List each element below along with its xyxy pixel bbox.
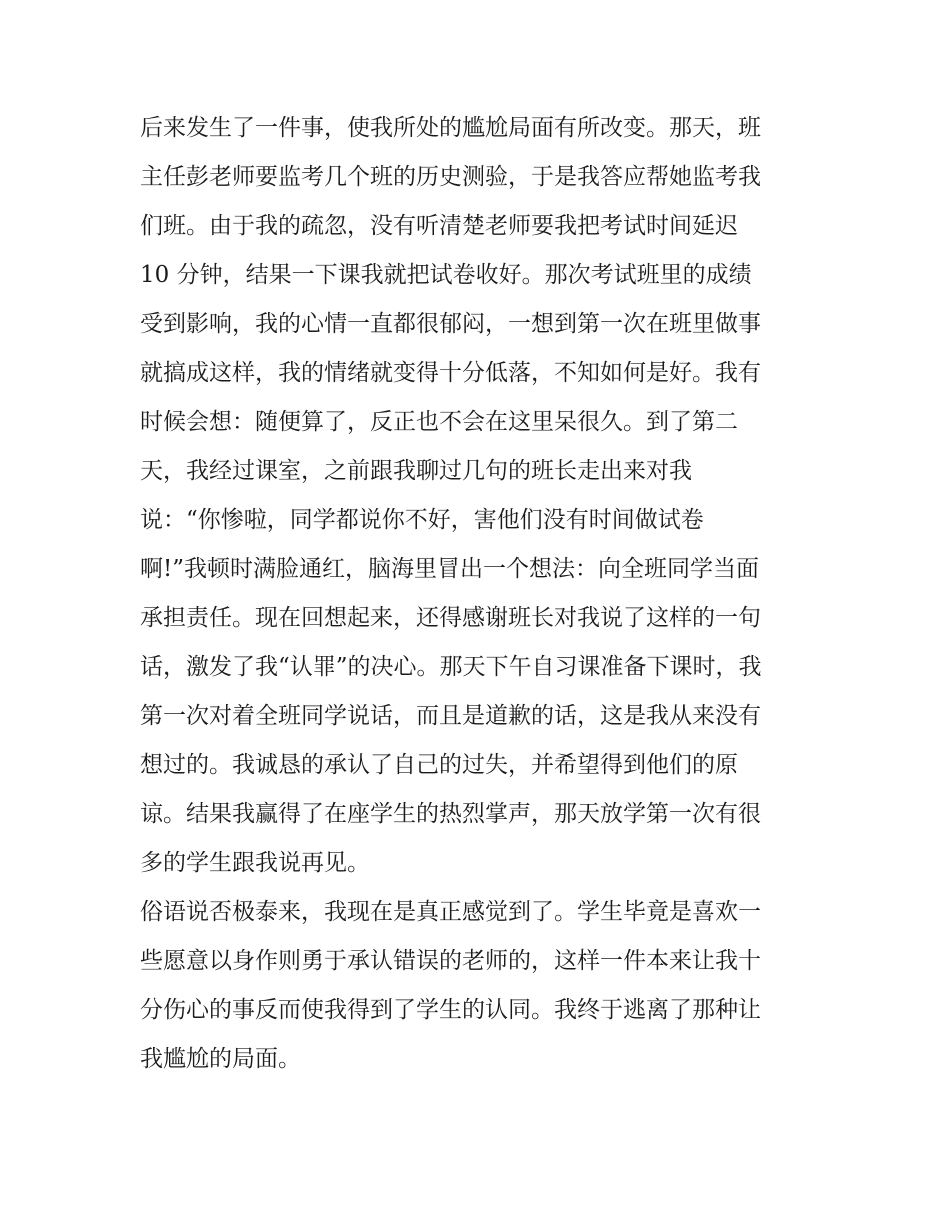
text-line: 10 分钟，结果一下课我就把试卷收好。那次考试班里的成绩 <box>140 262 752 288</box>
text-line: 主任彭老师要监考几个班的历史测验，于是我答应帮她监考我 <box>140 164 761 190</box>
text-line: 第一次对着全班同学说话，而且是道歉的话，这是我从来没有 <box>140 703 761 729</box>
text-line: 就搞成这样，我的情绪就变得十分低落，不知如何是好。我有 <box>140 360 761 386</box>
text-line: 啊!”我顿时满脸通红，脑海里冒出一个想法：向全班同学当面 <box>140 556 760 582</box>
text-line: 说：“你惨啦，同学都说你不好，害他们没有时间做试卷 <box>140 507 704 533</box>
text-line: 受到影响，我的心情一直都很郁闷，一想到第一次在班里做事 <box>140 311 761 337</box>
text-line: 我尴尬的局面。 <box>140 1046 301 1072</box>
text-line: 俗语说否极泰来，我现在是真正感觉到了。学生毕竟是喜欢一 <box>140 899 761 925</box>
text-line: 承担责任。现在回想起来，还得感谢班长对我说了这样的一句 <box>140 605 761 631</box>
text-line: 们班。由于我的疏忽，没有听清楚老师要我把考试时间延迟 <box>140 213 738 239</box>
text-line: 分伤心的事反而使我得到了学生的认同。我终于逃离了那种让 <box>140 997 761 1023</box>
text-line: 些愿意以身作则勇于承认错误的老师的，这样一件本来让我十 <box>140 948 761 974</box>
text-line: 后来发生了一件事，使我所处的尴尬局面有所改变。那天，班 <box>140 115 761 141</box>
text-line: 天，我经过课室，之前跟我聊过几句的班长走出来对我 <box>140 458 692 484</box>
text-line: 想过的。我诚恳的承认了自己的过失，并希望得到他们的原 <box>140 752 738 778</box>
text-line: 谅。结果我赢得了在座学生的热烈掌声，那天放学第一次有很 <box>140 801 761 827</box>
document-body <box>140 104 830 1084</box>
text-line: 话，激发了我“认罪”的决心。那天下午自习课准备下课时，我 <box>140 654 762 680</box>
text-line: 时候会想：随便算了，反正也不会在这里呆很久。到了第二 <box>140 409 738 435</box>
text-line: 多的学生跟我说再见。 <box>140 850 370 876</box>
